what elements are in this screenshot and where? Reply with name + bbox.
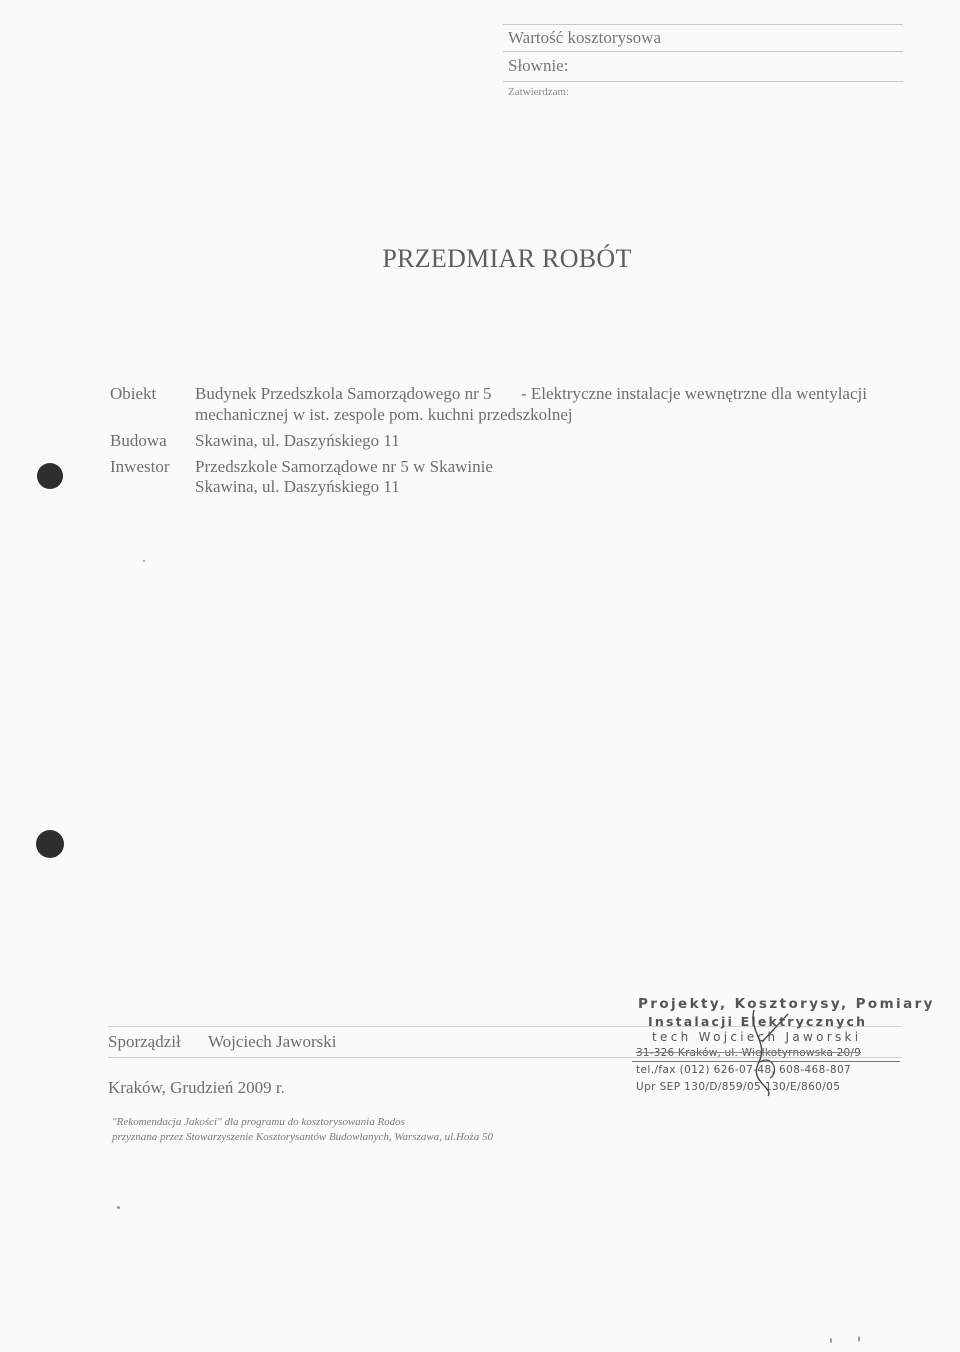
stamp-line-5: tel./fax (012) 626-07-48, 608-468-807	[636, 1064, 852, 1076]
scan-speck	[117, 1206, 120, 1209]
scan-speck	[143, 560, 145, 562]
place-date: Kraków, Grudzień 2009 r.	[108, 1078, 285, 1097]
investor-label: Inwestor	[110, 457, 170, 476]
object-label: Obiekt	[110, 384, 157, 403]
object-value-line1b: - Elektryczne instalacje wewnętrzne dla wentylacji	[521, 384, 867, 403]
investor-value-line2: Skawina, ul. Daszyńskiego 11	[195, 477, 400, 496]
investor-value-line1: Przedszkole Samorządowe nr 5 w Skawinie	[195, 457, 493, 476]
scan-speck	[858, 1336, 860, 1342]
prepared-by-name: Wojciech Jaworski	[208, 1032, 337, 1051]
punch-hole-upper	[37, 463, 63, 489]
approve-label: Zatwierdzam:	[508, 86, 570, 98]
stamp-line-1: Projekty, Kosztorysy, Pomiary	[638, 996, 935, 1012]
in-words-label: Słownie:	[508, 56, 569, 75]
site-value: Skawina, ul. Daszyńskiego 11	[195, 431, 400, 450]
stamp-line-2: Instalacji Elektrycznych	[648, 1014, 868, 1029]
stamp-line-6: Upr SEP 130/D/859/05 130/E/860/05	[636, 1081, 841, 1093]
stamp-line-3: tech Wojciech Jaworski	[652, 1030, 862, 1044]
footnote-line1: "Rekomendacja Jakości" dla programu do kosztorysowania Rodos	[112, 1116, 405, 1128]
approval-rule-2	[503, 81, 903, 82]
document-title: PRZEDMIAR ROBÓT	[382, 244, 632, 273]
estimate-value-label: Wartość kosztorysowa	[508, 28, 662, 47]
signature	[740, 1002, 800, 1098]
punch-hole-lower	[36, 830, 64, 858]
object-value-line2: mechanicznej w ist. zespole pom. kuchni przedszkolnej	[195, 405, 573, 424]
scan-speck	[830, 1338, 832, 1343]
site-label: Budowa	[110, 431, 167, 450]
stamp-line-4: 31-326 Kraków, ul. Wielkotyrnowska 20/9	[636, 1047, 862, 1059]
approval-rule-1	[503, 51, 903, 52]
prepared-by-label: Sporządził	[108, 1032, 181, 1051]
object-value-line1a: Budynek Przedszkola Samorządowego nr 5	[195, 384, 492, 403]
footnote-line2: przyznana przez Stowarzyszenie Kosztorysantów Budowlanych, Warszawa, ul.Hoża 50	[112, 1131, 493, 1143]
approval-top-rule	[503, 24, 903, 25]
